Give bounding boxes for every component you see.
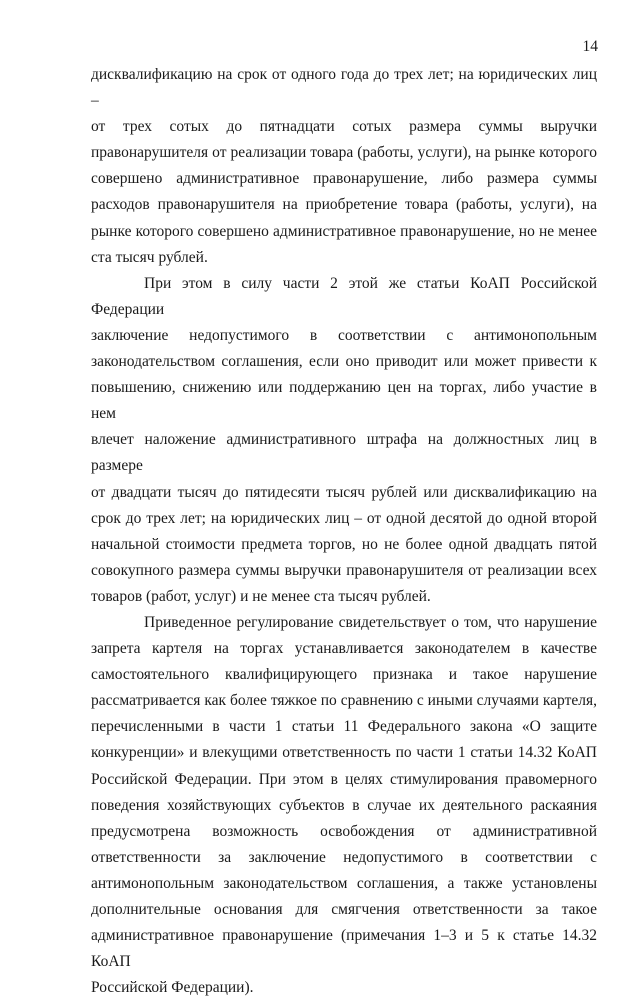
document-body: [91, 62, 597, 1001]
text-line: Приведенное регулирование свидетельствует о том, что нарушение: [144, 613, 597, 631]
paragraph: [91, 610, 597, 1001]
text-line: перечисленными в части 1 статьи 11 Федерального закона «О защите: [91, 718, 597, 736]
text-line: рассматривается как более тяжкое по сравнению с иными случаями картеля,: [91, 692, 597, 710]
text-line: дисквалификацию на срок от одного года до трех лет; на юридических лиц –: [91, 66, 597, 110]
text-line: антимонопольным законодательством соглашения, а также установлены: [91, 874, 597, 892]
text-line: совокупного размера суммы выручки правонарушителя от реализации всех: [91, 561, 597, 579]
text-line: конкуренции» и влекущими ответственность по части 1 статьи 14.32 КоАП: [91, 744, 597, 762]
text-line: рынке которого совершено административное правонарушение, но не менее: [91, 222, 597, 240]
text-line: расходов правонарушителя на приобретение товара (работы, услуги), на: [91, 196, 597, 214]
text-line: от трех сотых до пятнадцати сотых размера суммы выручки: [91, 118, 597, 136]
text-line: ответственности за заключение недопустимого в соответствии с: [91, 848, 597, 866]
text-line: товаров (работ, услуг) и не менее ста тысяч рублей.: [91, 587, 431, 605]
text-line: административное правонарушение (примечания 1–3 и 5 к статье 14.32 КоАП: [91, 927, 597, 971]
text-line: поведения хозяйствующих субъектов в случае их деятельного раскаяния: [91, 796, 597, 814]
text-line: При этом в силу части 2 этой же статьи КоАП Российской Федерации: [91, 274, 597, 318]
text-line: Российской Федерации. При этом в целях стимулирования правомерного: [91, 770, 597, 788]
text-line: совершено административное правонарушение, либо размера суммы: [91, 170, 597, 188]
text-line: влечет наложение административного штрафа на должностных лиц в размере: [91, 431, 597, 475]
text-line: дополнительные основания для смягчения ответственности за такое: [91, 901, 597, 918]
text-line: запрета картеля на торгах устанавливается законодателем в качестве: [91, 640, 597, 658]
text-line: ста тысяч рублей.: [91, 248, 208, 266]
text-line: начальной стоимости предмета торгов, но не более одной двадцать пятой: [91, 535, 597, 553]
text-line: Российской Федерации).: [91, 979, 254, 997]
paragraph: [91, 62, 597, 271]
text-line: правонарушителя от реализации товара (работы, услуги), на рынке которого: [91, 144, 597, 162]
text-line: предусмотрена возможность освобождения от административной: [91, 822, 597, 840]
text-line: заключение недопустимого в соответствии с антимонопольным: [91, 326, 597, 344]
text-line: самостоятельного квалифицирующего признака и такое нарушение: [91, 666, 597, 684]
text-line: законодательством соглашения, если оно приводит или может привести к: [91, 353, 597, 371]
text-line: от двадцати тысяч до пятидесяти тысяч рублей или дисквалификацию на: [91, 483, 597, 501]
text-line: срок до трех лет; на юридических лиц – от одной десятой до одной второй: [91, 509, 597, 527]
text-line: повышению, снижению или поддержанию цен на торгах, либо участие в нем: [91, 379, 597, 423]
paragraph: [91, 271, 597, 610]
page-number: 14: [582, 38, 598, 55]
